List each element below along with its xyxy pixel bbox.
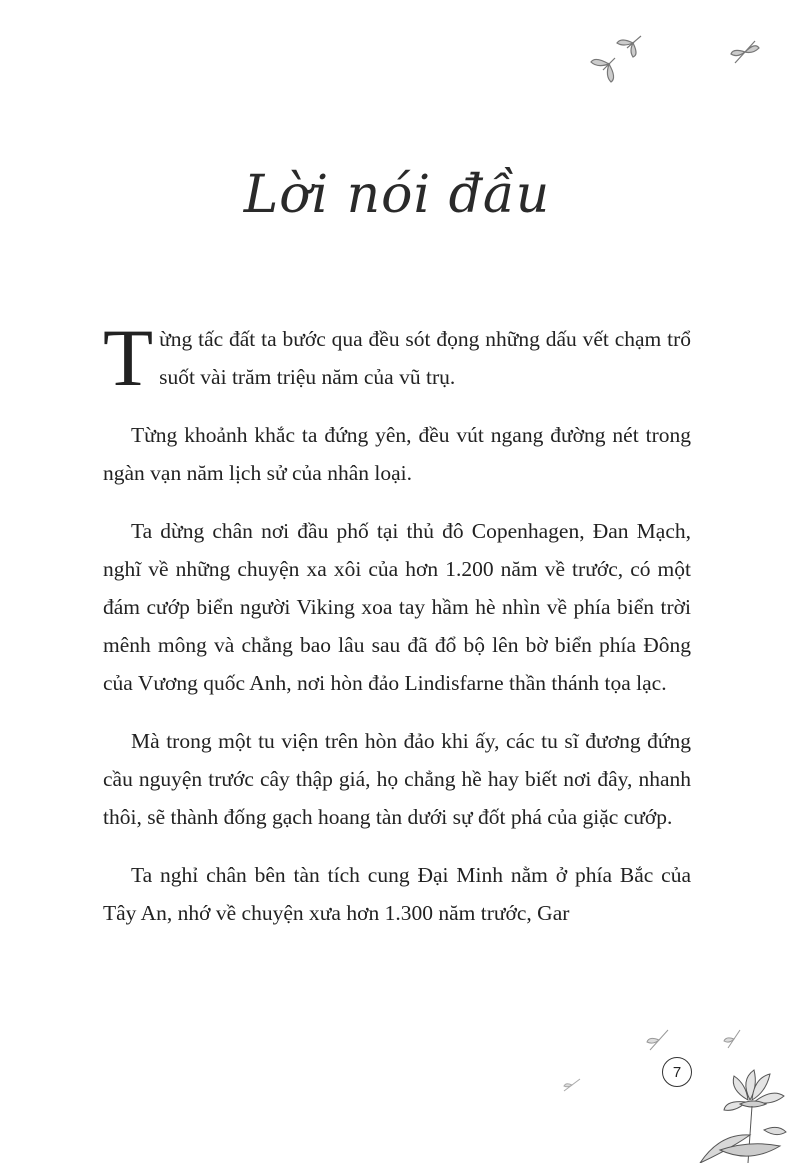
dragonfly-icon bbox=[560, 1075, 585, 1095]
paragraph-5: Ta nghỉ chân bên tàn tích cung Đại Minh nằm ở phía Bắc của Tây An, nhớ về chuyện xưa hơn 1.300 năm trước, Gar bbox=[103, 863, 691, 925]
paragraph-1-text: ừng tấc đất ta bước qua đều sót đọng những dấu vết chạm trổ suốt vài trăm triệu năm của vũ trụ. bbox=[159, 327, 691, 389]
body-text bbox=[103, 312, 691, 952]
paragraph-4: Mà trong một tu viện trên hòn đảo khi ấy, các tu sĩ đương đứng cầu nguyện trước cây thập giá, họ chẳng hề hay biết nơi đây, nhanh thôi, sẽ thành đống gạch hoang tàn dưới sự đốt phá của giặc cướp. bbox=[103, 729, 691, 829]
paragraph-3: Ta dừng chân nơi đầu phố tại thủ đô Copenhagen, Đan Mạch, nghĩ về những chuyện xa xôi của hơn 1.200 năm về trước, có một đám cướp biển người Viking xoa tay hầm hè nhìn về phía biển trời mênh mông và chẳng bao lâu sau đã đổ bộ lên bờ biển phía Đông của Vương quốc Anh, nơi hòn đảo Lindisfarne thần thánh tọa lạc. bbox=[103, 519, 691, 695]
lotus-icon bbox=[680, 1060, 794, 1163]
paragraph-1 bbox=[103, 312, 691, 403]
dragonfly-icon bbox=[725, 35, 765, 70]
page-title: Lời nói đầu bbox=[243, 165, 551, 225]
drop-cap: T bbox=[103, 312, 154, 403]
dragonfly-icon bbox=[585, 30, 655, 90]
paragraph-2: Từng khoảnh khắc ta đứng yên, đều vút ngang đường nét trong ngàn vạn năm lịch sử của nhân loại. bbox=[103, 423, 691, 485]
dragonfly-icon bbox=[640, 1020, 750, 1060]
page-number: 7 bbox=[662, 1057, 692, 1087]
